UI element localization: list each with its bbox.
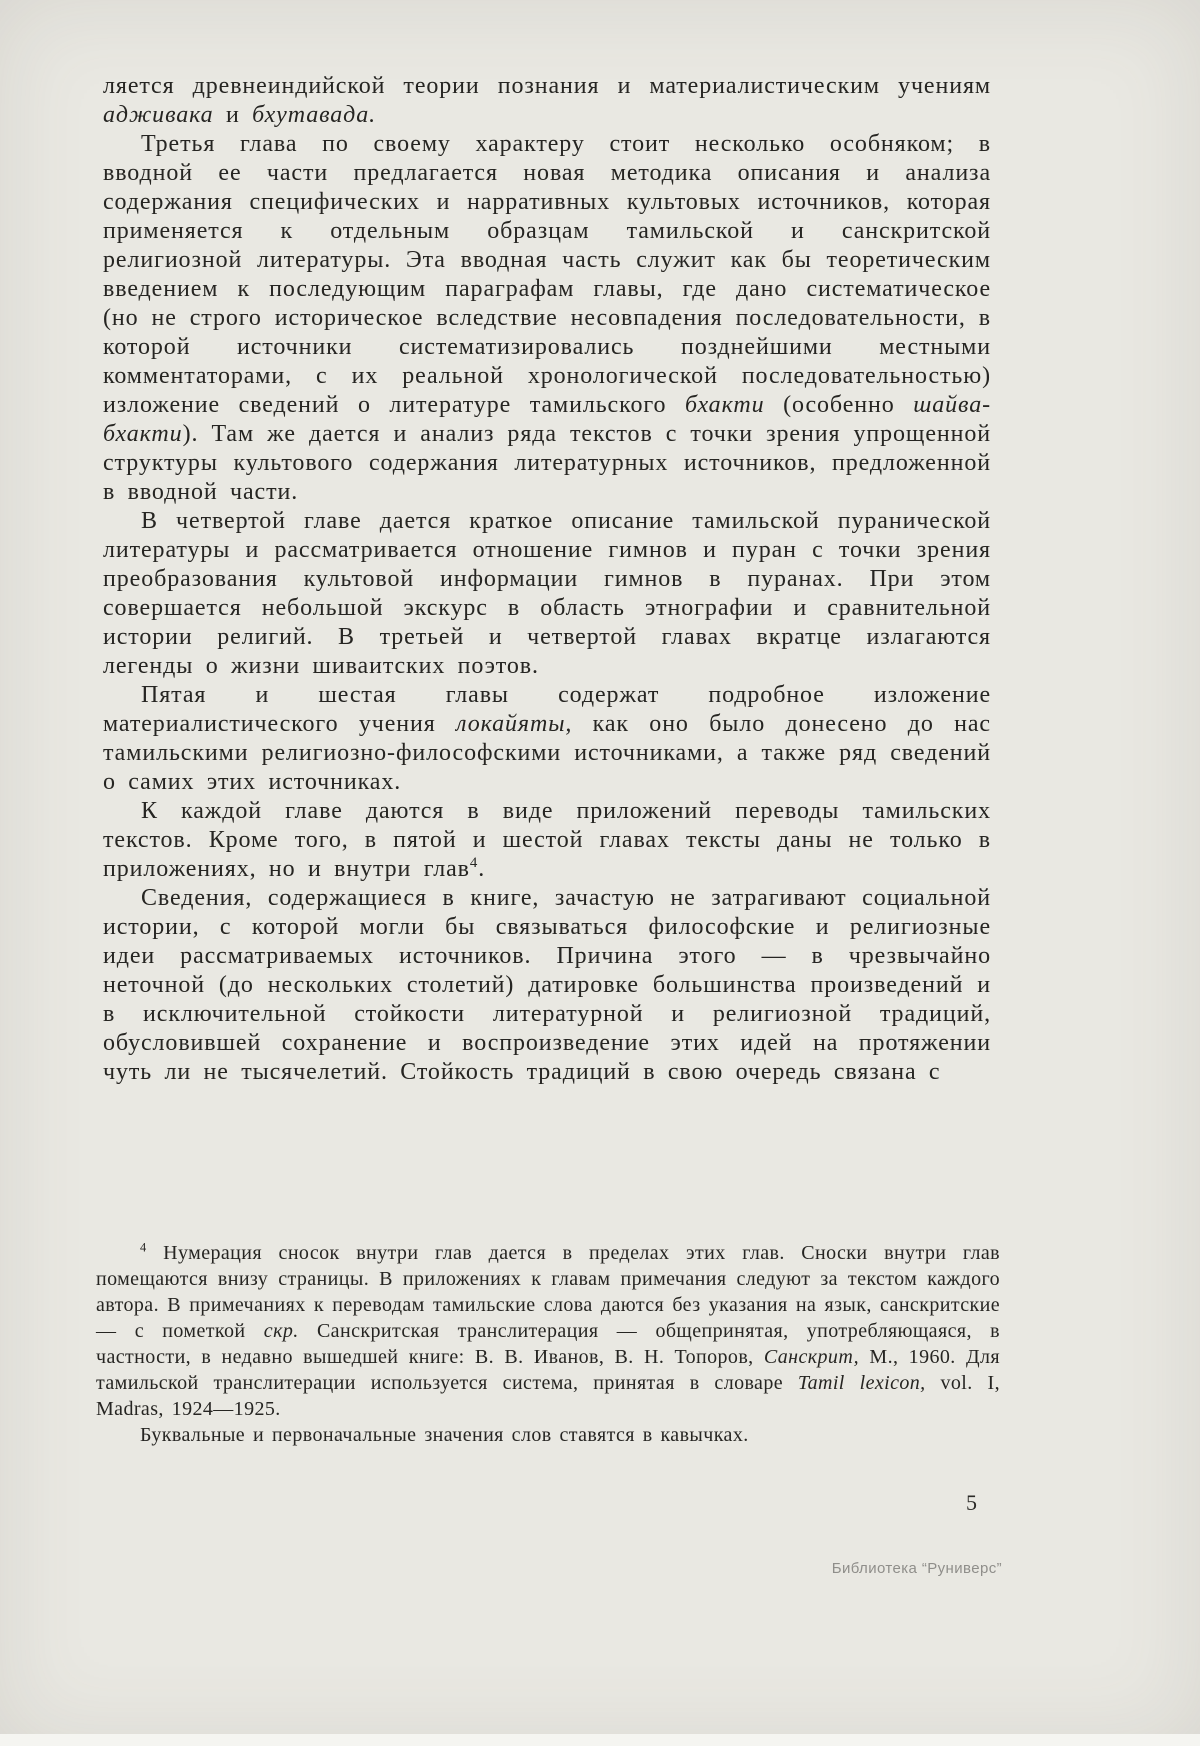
- paragraph: [103, 884, 991, 1087]
- watermark: Библиотека “Руниверс”: [831, 1560, 1002, 1577]
- paragraph: [103, 507, 991, 681]
- text-run: шайва-бхакти: [103, 392, 991, 447]
- text-run: и: [213, 102, 253, 128]
- footnote-reference: 4: [140, 1240, 147, 1255]
- text-run: ляется древнеиндийской теории познания и материалистическим учениям: [103, 73, 991, 99]
- text-run: Пятая и шестая главы содержат подробное изложение материалистического учения: [103, 682, 991, 737]
- text-run: ). Там же дается и анализ ряда текстов с точки зрения упрощенной структуры культового содержания литературных источников, предложенной в вводной части.: [103, 421, 991, 505]
- text-run: Сведения, содержащиеся в книге, зачастую не затрагивают социальной истории, с которой могли бы связываться философские и религиозные идеи рассматриваемых источников. Причина этого — в чрезвычайно неточной (до нескольких столетий) датировке большинства произведений и в исключительной стойкости литературной и религиозной традиций, обусловившей сохранение и воспроизведение этих идей на протяжении чуть ли не тысячелетий. Стойкость традиций в свою очередь связана с: [103, 885, 991, 1085]
- paragraph: [103, 130, 991, 507]
- text-run: Санскритская транслитерация — общепринятая, употребляющаяся, в частности, в недавно вышедшей книге: В. В. Иванов, В. Н. Топоров,: [96, 1320, 1000, 1368]
- text-run: Буквальные и первоначальные значения слов ставятся в кавычках.: [140, 1424, 749, 1446]
- text-run: Tamil lexicon,: [797, 1372, 926, 1394]
- text-run: .: [478, 856, 486, 882]
- text-run: как оно было донесено до нас тамильскими религиозно-философскими источниками, а также ряд сведений о самих этих источниках.: [103, 711, 991, 795]
- text-run: Санскрит,: [763, 1346, 860, 1368]
- page-bottom-edge: [0, 1734, 1200, 1746]
- text-run: бхакти: [684, 392, 765, 418]
- text-run: скр.: [263, 1320, 299, 1342]
- text-run: адживака: [103, 102, 214, 128]
- text-run: vol. I, Madras, 1924—1925.: [96, 1372, 1000, 1420]
- text-run: локайяты,: [456, 711, 573, 737]
- footnote-block: [96, 1240, 1000, 1448]
- footnote-reference: 4: [469, 855, 479, 871]
- page-number: 5: [966, 1490, 977, 1515]
- text-run: Нумерация сносок внутри глав дается в пределах этих глав. Сноски внутри глав помещаются внизу страницы. В приложениях к главам примечания следуют за текстом каждого автора. В примечаниях к переводам тамильские слова даются без указания на язык, санскритские — с пометкой: [96, 1242, 1000, 1342]
- paragraph: [103, 681, 991, 797]
- text-run: М., 1960. Для тамильской транслитерации используется система, принятая в словаре: [96, 1346, 1000, 1394]
- text-run: К каждой главе даются в виде приложений переводы тамильских текстов. Кроме того, в пятой и шестой главах тексты даны не только в приложениях, но и внутри глав: [103, 798, 991, 882]
- paragraph: [96, 1422, 1000, 1448]
- paragraph: [103, 797, 991, 884]
- text-run: Третья глава по своему характеру стоит несколько особняком; в вводной ее части предлагается новая методика описания и анализа содержания специфических и нарративных культовых источников, которая применяется к отдельным образцам тамильской и санскритской религиозной литературы. Эта вводная часть служит как бы теоретическим введением к последующим параграфам главы, где дано систематическое (но не строго историческое вследствие несовпадения последовательности, в которой источники систематизировались позднейшими местными комментаторами, с их реальной хронологической последовательностью) изложение сведений о литературе тамильского: [103, 131, 991, 418]
- paragraph: [96, 1240, 1000, 1422]
- paragraph: [103, 72, 991, 130]
- text-run: (особенно: [764, 392, 914, 418]
- text-run: бхутавада.: [252, 102, 377, 128]
- text-run: В четвертой главе дается краткое описание тамильской пуранической литературы и рассматривается отношение гимнов и пуран с точки зрения преобразования культовой информации гимнов в пуранах. При этом совершается небольшой экскурс в область этнографии и сравнительной истории религий. В третьей и четвертой главах вкратце излагаются легенды о жизни шиваитских поэтов.: [103, 508, 991, 679]
- main-text: [103, 72, 991, 1087]
